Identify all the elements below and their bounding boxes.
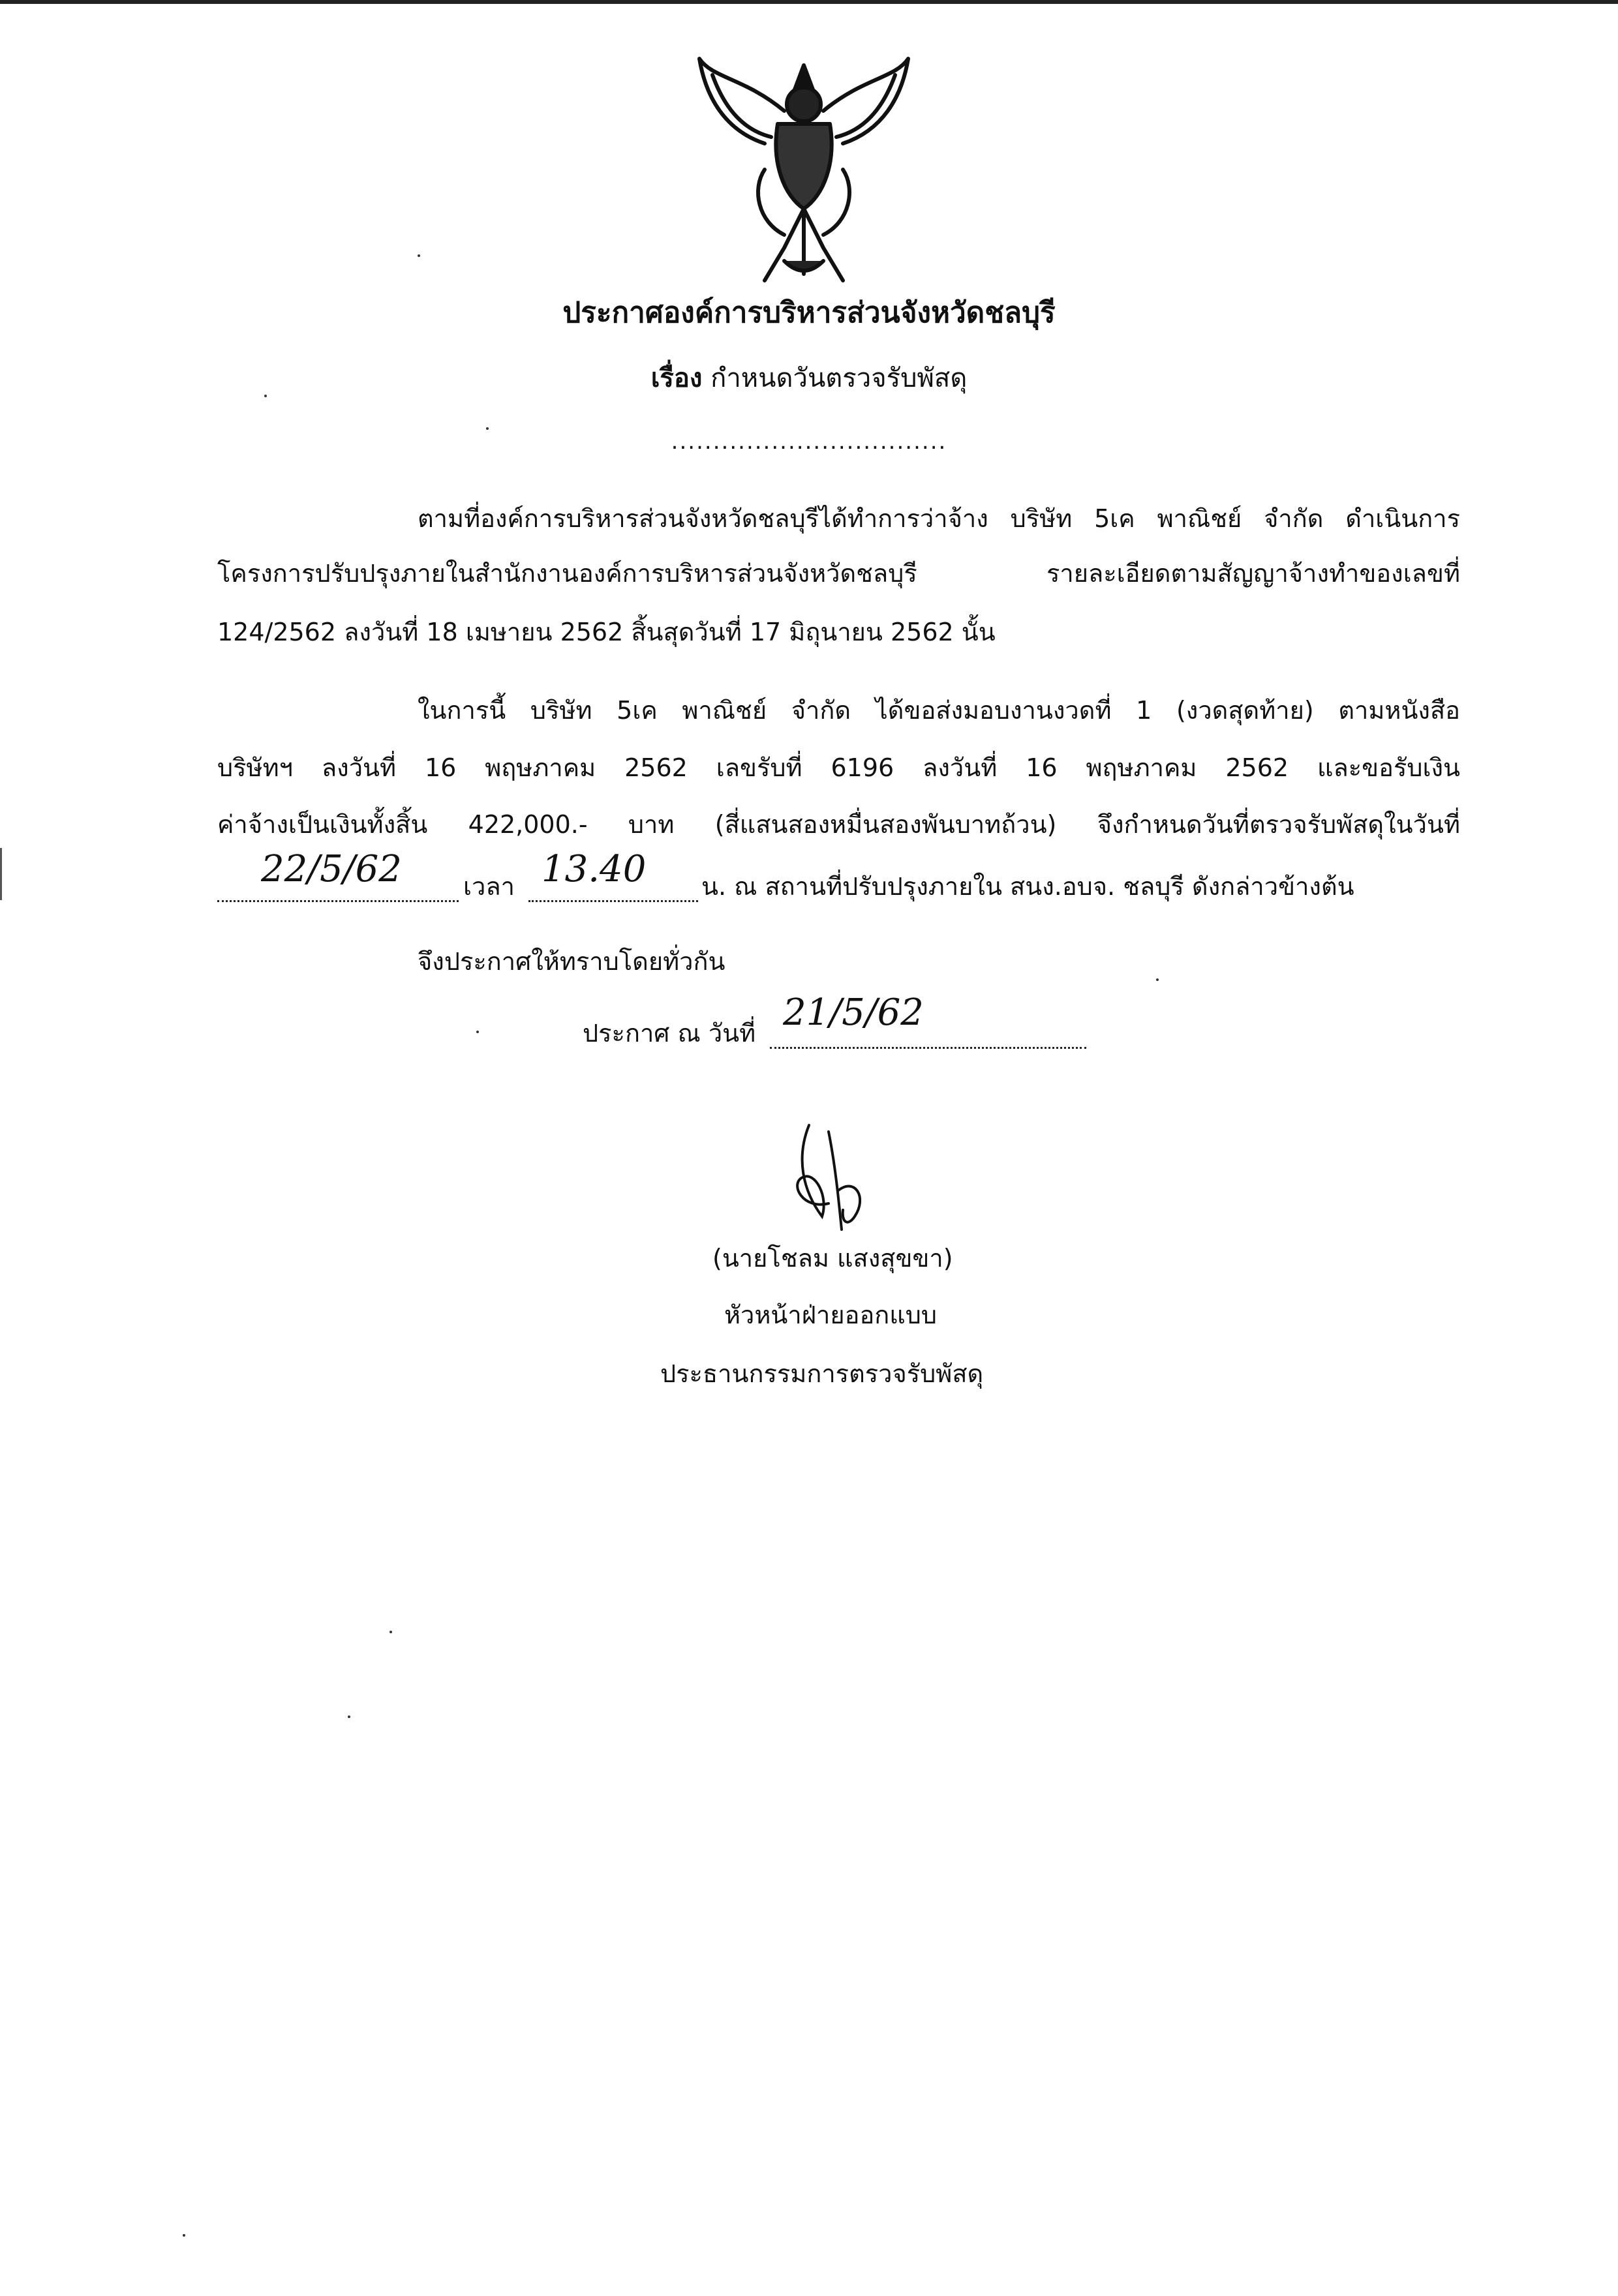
scan-speck	[476, 1031, 479, 1033]
para2-line1: ในการนี้ บริษัท 5เค พาณิชย์ จำกัด ได้ขอส่งมอบงานงวดที่ 1 (งวดสุดท้าย) ตามหนังสือ	[418, 696, 1460, 725]
scan-speck	[1156, 978, 1159, 981]
time-field-line	[528, 900, 698, 902]
garuda-emblem-icon	[686, 39, 921, 300]
closing-text: จึงประกาศให้ทราบโดยทั่วกัน	[418, 947, 725, 976]
page-title: ประกาศองค์การบริหารส่วนจังหวัดชลบุรี	[562, 296, 1056, 329]
para1-line1: ตามที่องค์การบริหารส่วนจังหวัดชลบุรีได้ทำการว่าจ้าง บริษัท 5เค พาณิชย์ จำกัด ดำเนินการ	[418, 504, 1460, 533]
scan-speck	[418, 254, 420, 257]
subject-line	[0, 365, 1618, 391]
inspection-date-handwritten: 22/5/62	[261, 848, 402, 890]
scan-speck	[183, 2234, 185, 2237]
para2-line3: ค่าจ้างเป็นเงินทั้งสิ้น 422,000.- บาท (สี่แสนสองหมื่นสองพันบาทถ้วน) จึงกำหนดวันที่ตรวจรับพัสดุในวันที่	[217, 810, 1460, 839]
para1-line2: โครงการปรับปรุงภายในสำนักงานองค์การบริหารส่วนจังหวัดชลบุรี รายละเอียดตามสัญญาจ้างทำของเลขที่	[217, 559, 1460, 588]
location-text: น. ณ สถานที่ปรับปรุงภายใน สนง.อบจ. ชลบุรี ดังกล่าวข้างต้น	[701, 872, 1354, 901]
scan-speck	[264, 395, 267, 397]
subject-text: กำหนดวันตรวจรับพัสดุ	[710, 363, 968, 393]
scan-speck	[389, 1631, 392, 1633]
date-field-line	[217, 900, 459, 902]
para1-line3: 124/2562 ลงวันที่ 18 เมษายน 2562 สิ้นสุดวันที่ 17 มิถุนายน 2562 นั้น	[217, 618, 996, 646]
inspection-time-handwritten: 13.40	[542, 848, 647, 890]
scan-speck	[486, 427, 489, 430]
signer-name: (นายโชลม แสงสุขขา)	[712, 1244, 953, 1273]
handwritten-signature-icon	[783, 1119, 874, 1236]
page-top-border	[0, 0, 1618, 4]
signer-role: ประธานกรรมการตรวจรับพัสดุ	[660, 1359, 984, 1388]
scan-edge-mark	[0, 848, 2, 900]
announce-date-handwritten: 21/5/62	[783, 991, 924, 1034]
announce-label: ประกาศ ณ วันที่	[583, 1019, 756, 1048]
scan-speck	[348, 1715, 350, 1718]
time-label: เวลา	[463, 872, 515, 901]
subject-label: เรื่อง	[650, 363, 703, 393]
signer-position: หัวหน้าฝ่ายออกแบบ	[724, 1301, 938, 1329]
announce-date-line	[770, 1047, 1086, 1049]
para2-line2: บริษัทฯ ลงวันที่ 16 พฤษภาคม 2562 เลขรับที่ 6196 ลงวันที่ 16 พฤษภาคม 2562 และขอรับเงิน	[217, 753, 1460, 782]
separator-dots: .................................	[671, 429, 947, 455]
